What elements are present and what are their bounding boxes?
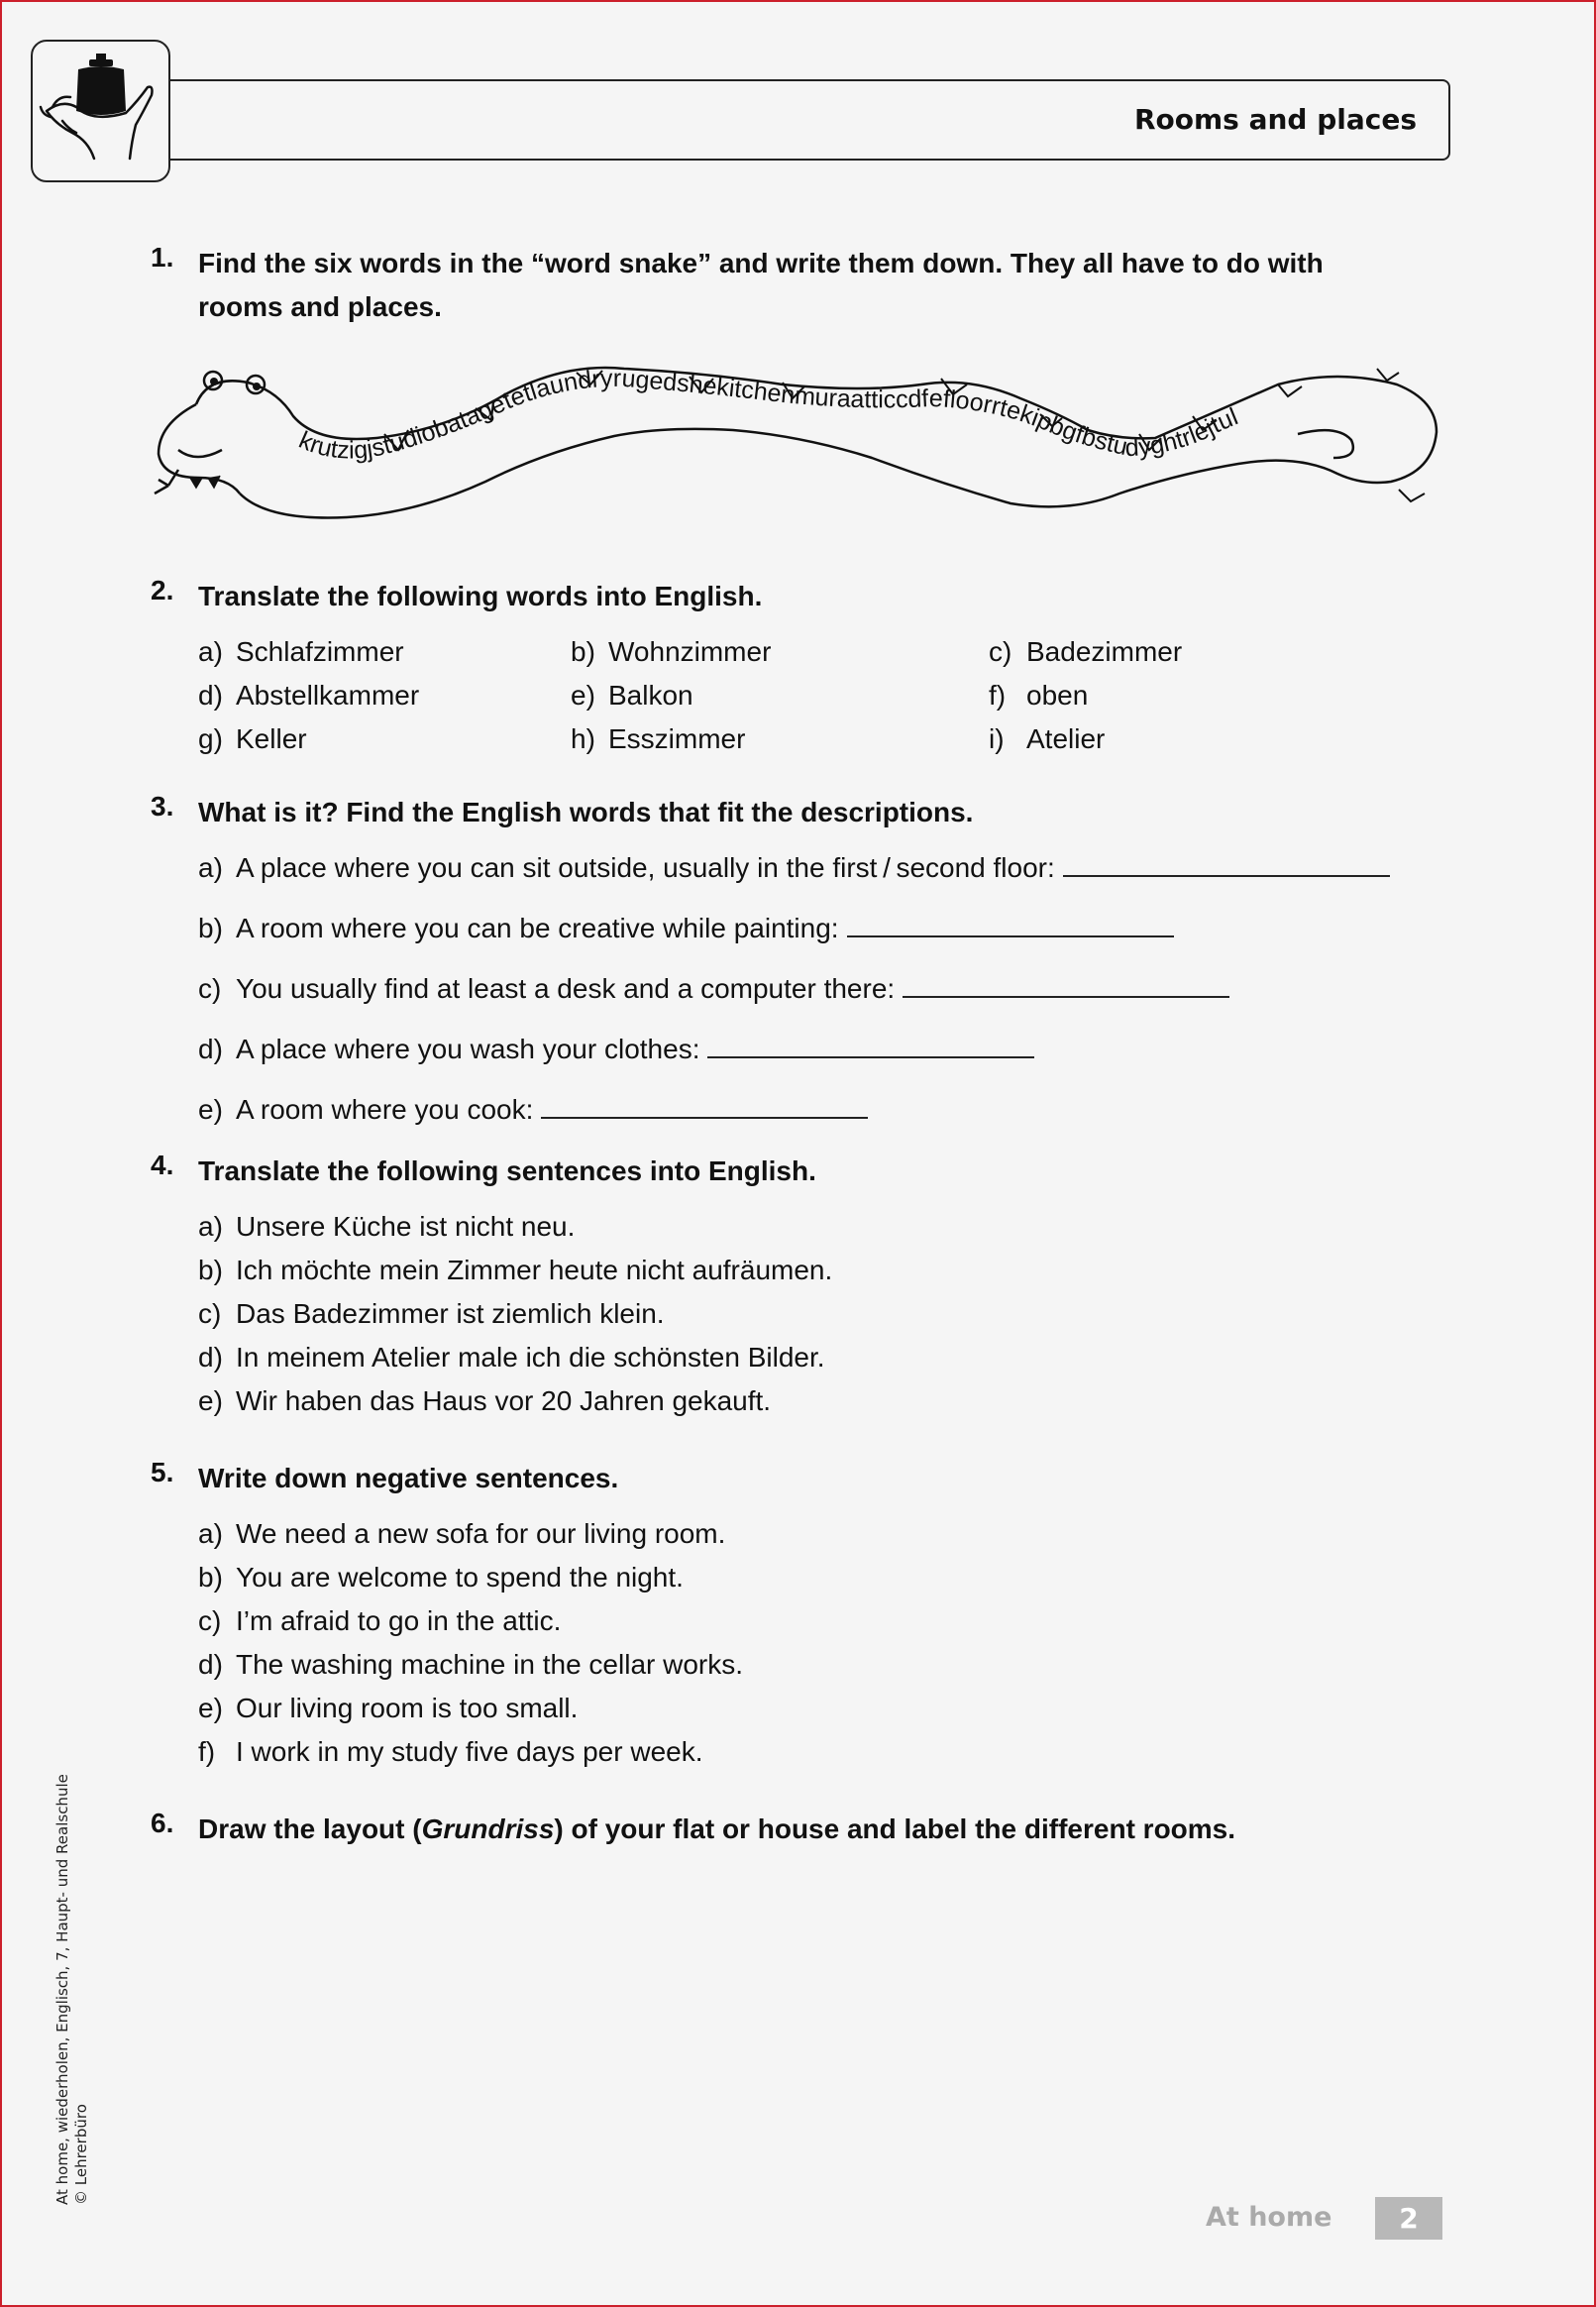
list-item <box>198 907 1458 950</box>
item-text: We need a new sofa for our living room. <box>236 1518 726 1549</box>
sentence-list <box>198 1512 1458 1774</box>
description-list <box>198 846 1458 1132</box>
item-content <box>236 1088 868 1132</box>
item-label: e) <box>198 1693 223 1723</box>
list-item <box>198 1088 1458 1132</box>
item-label: d) <box>198 1342 223 1373</box>
task-6 <box>151 1808 1458 1851</box>
list-item <box>989 630 1286 674</box>
item-content <box>236 846 1390 890</box>
word-snake <box>149 355 1446 533</box>
list-item <box>198 1556 1458 1599</box>
list-item <box>198 1292 1458 1336</box>
task-number: 4. <box>151 1150 174 1180</box>
item-text: Keller <box>236 723 307 754</box>
item-label: c) <box>198 973 222 1004</box>
task-2 <box>151 575 1458 761</box>
item-text: Schlafzimmer <box>236 636 404 667</box>
item-label: b) <box>198 913 223 943</box>
task-1 <box>151 242 1458 533</box>
task-3 <box>151 791 1458 1132</box>
item-content <box>1026 630 1182 674</box>
list-item <box>198 630 571 674</box>
task-number: 2. <box>151 575 174 605</box>
item-label: c) <box>198 1605 222 1636</box>
list-item <box>571 717 989 761</box>
item-content <box>236 1379 771 1423</box>
item-content <box>608 717 745 761</box>
item-text: A room where you cook: <box>236 1094 534 1125</box>
list-item <box>198 1687 1458 1730</box>
item-content <box>236 967 1229 1011</box>
task-title <box>198 1808 1458 1851</box>
item-text: oben <box>1026 680 1089 711</box>
item-content <box>236 1292 665 1336</box>
list-item <box>198 1643 1458 1687</box>
hand-holding-weight-icon <box>33 42 168 180</box>
item-label: a) <box>198 852 223 883</box>
item-content <box>236 1512 725 1556</box>
list-item <box>198 1599 1458 1643</box>
item-text: Our living room is too small. <box>236 1693 579 1723</box>
list-item <box>198 1205 1458 1249</box>
item-label: b) <box>571 636 595 667</box>
item-content <box>236 1643 743 1687</box>
item-label: b) <box>198 1255 223 1285</box>
page-title: Rooms and places <box>1133 103 1417 136</box>
answer-blank[interactable] <box>847 908 1174 937</box>
item-text: Abstellkammer <box>236 680 420 711</box>
item-label: d) <box>198 1034 223 1064</box>
copyright-note <box>53 1774 91 2205</box>
item-text: Esszimmer <box>608 723 746 754</box>
task-title-italic: Grundriss <box>421 1813 555 1844</box>
list-item <box>198 1730 1458 1774</box>
item-label: c) <box>198 1298 222 1329</box>
item-content <box>236 1336 825 1379</box>
list-item <box>989 674 1286 717</box>
item-content <box>236 717 307 761</box>
page-number: 2 <box>1375 2197 1442 2240</box>
item-label: i) <box>989 723 1005 754</box>
list-item <box>989 717 1286 761</box>
item-label: f) <box>989 680 1007 711</box>
snake-letters <box>295 365 1242 465</box>
item-content <box>236 1249 832 1292</box>
item-content <box>236 1599 561 1643</box>
answer-blank[interactable] <box>707 1029 1034 1058</box>
item-text: In meinem Atelier male ich die schönsten Bilder. <box>236 1342 825 1373</box>
task-number: 3. <box>151 791 174 822</box>
task-title: Translate the following words into English. <box>198 581 763 611</box>
task-title-line: rooms and places. <box>198 291 442 322</box>
title-bar <box>139 79 1450 161</box>
item-label: d) <box>198 680 223 711</box>
item-label: a) <box>198 1518 223 1549</box>
task-title-part: ) of your flat or house and label the different rooms. <box>554 1813 1236 1844</box>
worksheet-content <box>151 242 1458 1851</box>
item-label: b) <box>198 1562 223 1593</box>
list-item <box>571 630 989 674</box>
item-content <box>236 1205 575 1249</box>
task-title <box>198 242 1458 329</box>
item-text: You usually find at least a desk and a computer there: <box>236 973 896 1004</box>
item-text: A place where you wash your clothes: <box>236 1034 700 1064</box>
list-item <box>198 1249 1458 1292</box>
item-label: g) <box>198 723 223 754</box>
task-title-line: Find the six words in the “word snake” and write them down. They all have to do with <box>198 248 1324 278</box>
list-item <box>198 967 1458 1011</box>
snake-letters-path: krutzigjstudiobatagetetlaundryrugedshekitchenmuraatticcdfefloorrtekipbgfbstudyghtrlejtul <box>294 364 1242 465</box>
item-label: e) <box>198 1094 223 1125</box>
task-5 <box>151 1457 1458 1774</box>
task-title: Translate the following sentences into English. <box>198 1155 816 1186</box>
item-label: h) <box>571 723 595 754</box>
footer-section-name: At home <box>1206 2202 1332 2233</box>
item-content <box>236 1556 684 1599</box>
item-label: c) <box>989 636 1012 667</box>
item-text: A room where you can be creative while painting: <box>236 913 839 943</box>
list-item <box>198 846 1458 890</box>
answer-blank[interactable] <box>1063 847 1390 877</box>
logo <box>31 40 170 182</box>
item-label: e) <box>198 1385 223 1416</box>
item-content <box>236 630 404 674</box>
item-text: Ich möchte mein Zimmer heute nicht aufräumen. <box>236 1255 833 1285</box>
vocabulary-list <box>198 630 1458 761</box>
snake-illustration <box>149 355 1446 533</box>
list-item <box>198 674 571 717</box>
item-text: I work in my study five days per week. <box>236 1736 703 1767</box>
item-label: a) <box>198 1211 223 1242</box>
item-text: Unsere Küche ist nicht neu. <box>236 1211 576 1242</box>
item-content <box>236 907 1174 950</box>
item-content <box>236 1028 1034 1071</box>
task-number: 5. <box>151 1457 174 1487</box>
task-number: 1. <box>151 242 174 273</box>
item-content <box>608 630 771 674</box>
item-label: d) <box>198 1649 223 1680</box>
item-text: Wohnzimmer <box>608 636 772 667</box>
item-content <box>1026 717 1105 761</box>
item-text: Das Badezimmer ist ziemlich klein. <box>236 1298 665 1329</box>
copyright-line: © Lehrerbüro <box>72 2104 90 2205</box>
list-item <box>198 1336 1458 1379</box>
item-label: a) <box>198 636 223 667</box>
task-title-part: Draw the layout ( <box>198 1813 422 1844</box>
task-title: Write down negative sentences. <box>198 1463 619 1493</box>
item-text: You are welcome to spend the night. <box>236 1562 684 1593</box>
item-content <box>236 674 419 717</box>
task-number: 6. <box>151 1808 174 1838</box>
item-content <box>1026 674 1088 717</box>
item-text: Badezimmer <box>1026 636 1183 667</box>
list-item <box>198 1028 1458 1071</box>
item-label: f) <box>198 1736 216 1767</box>
item-text: Atelier <box>1026 723 1106 754</box>
copyright-line: At home, wiederholen, Englisch, 7, Haupt- und Realschule <box>53 1774 71 2205</box>
item-text: The washing machine in the cellar works. <box>236 1649 744 1680</box>
item-text: A place where you can sit outside, usually in the first / second floor: <box>236 852 1055 883</box>
list-item <box>571 674 989 717</box>
item-content <box>236 1730 703 1774</box>
item-text: I’m afraid to go in the attic. <box>236 1605 562 1636</box>
item-text: Wir haben das Haus vor 20 Jahren gekauft. <box>236 1385 772 1416</box>
task-title: What is it? Find the English words that fit the descriptions. <box>198 797 974 827</box>
answer-blank[interactable] <box>541 1089 868 1119</box>
list-item <box>198 1379 1458 1423</box>
list-item <box>198 717 571 761</box>
answer-blank[interactable] <box>903 968 1229 998</box>
item-text: Balkon <box>608 680 693 711</box>
task-4 <box>151 1150 1458 1423</box>
list-item <box>198 1512 1458 1556</box>
item-content <box>236 1687 578 1730</box>
item-label: e) <box>571 680 595 711</box>
sentence-list <box>198 1205 1458 1423</box>
item-content <box>608 674 693 717</box>
